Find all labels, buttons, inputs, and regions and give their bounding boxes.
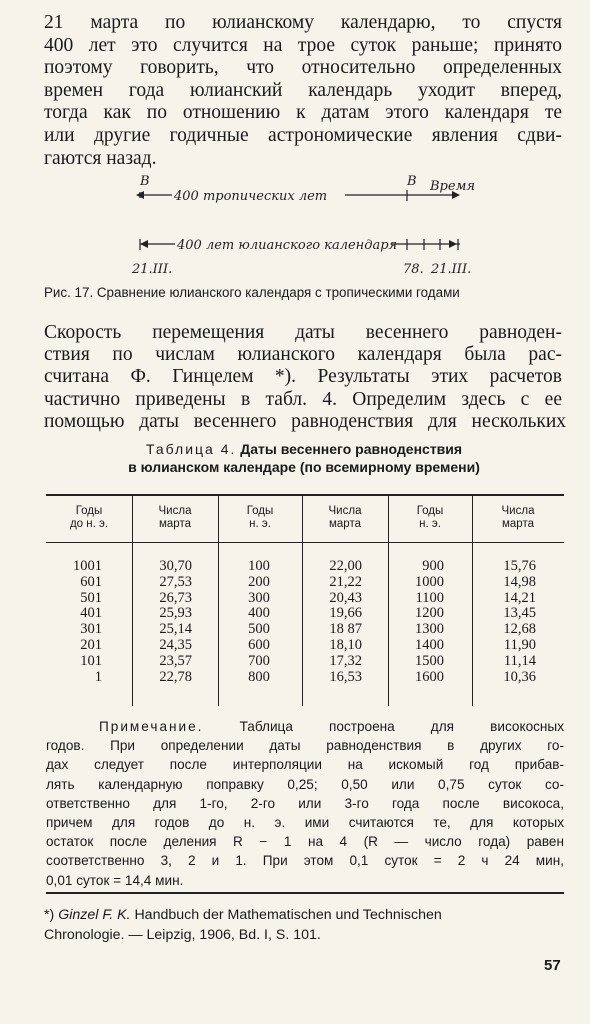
note-line: дах следует после интерполяции на искомый год прибав- — [46, 757, 564, 773]
footnote-marker: *) — [44, 907, 55, 923]
table-title: Даты весеннего равноденствия — [240, 441, 463, 457]
header-text: до н. э. — [69, 518, 109, 530]
table-cell: 900 — [422, 558, 444, 574]
table-cell: 17,32 — [329, 652, 362, 669]
table-cell: 1600 — [415, 668, 444, 685]
table-cell: 13,45 — [503, 605, 536, 622]
text-line: считана Ф. Гинцелем *). Результаты этих расчетов — [44, 366, 562, 388]
column-years-ad-2 — [398, 559, 444, 685]
table-cell: 11,90 — [503, 636, 536, 653]
note-line: лять календарную поправку 0,25; 0,50 или 0,75 суток со- — [46, 776, 564, 792]
text-line: 21 марта по юлианскому календарю, то спустя — [44, 12, 562, 33]
table-cell: 12,68 — [503, 621, 536, 638]
column-years-ad-1 — [232, 559, 286, 685]
table-cell: 15,76 — [503, 558, 536, 574]
table-cell: 300 — [248, 589, 270, 606]
column-march-1 — [146, 559, 192, 685]
table-cell: 601 — [80, 573, 102, 590]
text-line: ствия по числам юлианского календаря была рас- — [44, 344, 562, 366]
table-cell: 1300 — [415, 621, 444, 638]
header-text: н. э. — [419, 518, 441, 530]
header-march-3 — [472, 505, 564, 531]
text-line: гаются назад. — [44, 147, 157, 169]
note-line — [46, 717, 564, 736]
table-cell: 26,73 — [159, 589, 192, 606]
header-text: Числа — [158, 505, 192, 517]
note-line: причем для годов до н. э. ими считаются те, для которых — [46, 815, 564, 831]
note-line: ответственно для 1-го, 2-го или 3-го года после високоса, — [46, 795, 564, 811]
label-v-left: В — [140, 174, 150, 189]
table-cell: 11,14 — [503, 652, 536, 669]
label-v-right: В — [407, 174, 417, 189]
text-line: поэтому говорить, что относительно определенных — [44, 57, 562, 79]
text-line: Скорость перемещения даты весеннего равноден- — [44, 322, 562, 343]
note-line: соответственно 3, 2 и 1. При этом 0,1 суток = 2 ч 24 мин, — [46, 853, 564, 869]
table-cell: 1500 — [415, 652, 444, 669]
header-march-1 — [132, 505, 218, 531]
table-cell: 25,14 — [159, 621, 192, 638]
header-years-ad-2 — [388, 505, 472, 531]
header-text: Числа — [328, 505, 362, 517]
header-text: н. э. — [249, 518, 271, 530]
table-cell: 22,78 — [159, 668, 192, 685]
column-march-3 — [488, 559, 536, 685]
table-caption-line-2 — [44, 458, 564, 476]
table-subtitle: в юлианском календаре (по всемирному времени) — [128, 459, 480, 475]
table-cell: 27,53 — [159, 573, 192, 590]
figure-17-diagram — [0, 170, 590, 280]
table-cell: 200 — [248, 573, 270, 590]
header-text: марта — [159, 518, 191, 530]
table-caption — [44, 440, 564, 476]
text-line: тогда как по отношению к датам этого календаря те — [44, 102, 562, 124]
text-line: времен года юлианский календарь уходит вперед, — [44, 79, 562, 101]
text-line: помощью даты весеннего равноденствия для нескольких — [44, 410, 566, 432]
header-text: Годы — [246, 505, 274, 517]
text-line: или другие годичные астрономические явления сдви- — [44, 124, 562, 146]
table-cell: 1001 — [73, 558, 102, 574]
note-line: 0,01 суток = 14,4 мин. — [46, 872, 184, 888]
table-cell: 1000 — [415, 573, 444, 590]
column-march-2 — [316, 559, 362, 685]
table-cell: 16,53 — [329, 668, 362, 685]
label-tropical: 400 тропических лет — [174, 189, 328, 204]
label-time: Время — [430, 179, 475, 194]
table-cell: 19,66 — [329, 605, 362, 622]
table-cell: 700 — [248, 652, 270, 669]
table-cell: 21,22 — [329, 573, 362, 590]
note-line: годов. При определении даты равноденствия в других го- — [46, 738, 564, 754]
footnote-author: Ginzel F. K. — [58, 907, 131, 923]
table-cell: 20,43 — [329, 589, 362, 606]
paragraph-2 — [44, 322, 566, 433]
table-cell: 1100 — [415, 589, 444, 606]
table-cell: 24,35 — [159, 636, 192, 653]
header-march-2 — [302, 505, 388, 531]
table-cell: 1200 — [415, 605, 444, 622]
figure-caption: Рис. 17. Сравнение юлианского календаря с тропическими годами — [44, 285, 460, 300]
table-cell: 25,93 — [159, 605, 192, 622]
column-years-bc — [60, 559, 102, 685]
table-number: Таблица 4. — [145, 441, 237, 457]
footnote-title: Handbuch der Mathematischen und Technischen — [134, 907, 442, 923]
table-cell: 14,98 — [503, 573, 536, 590]
table-cell: 1 — [94, 668, 102, 685]
footnote-line: Chronologie. — Leipzig, 1906, Bd. I, S. 101. — [44, 926, 321, 943]
label-date-right: 21.III. — [431, 262, 472, 277]
paragraph-1 — [44, 12, 562, 170]
header-years-ad-1 — [218, 505, 302, 531]
label-date-left: 21.III. — [132, 262, 173, 277]
table-cell: 301 — [80, 621, 102, 638]
table-cell: 501 — [80, 589, 102, 606]
table-cell: 18,10 — [329, 636, 362, 653]
table-cell: 14,21 — [503, 589, 536, 606]
header-text: Числа — [501, 505, 535, 517]
table-cell: 600 — [248, 636, 270, 653]
table-cell: 800 — [248, 668, 270, 685]
table-cell: 10,36 — [503, 668, 536, 685]
note-title: Примечание. — [99, 719, 204, 734]
equinox-table — [46, 494, 564, 894]
table-note — [46, 717, 564, 890]
header-text: марта — [329, 518, 361, 530]
table-cell: 401 — [80, 605, 102, 622]
table-cell: 22,00 — [329, 558, 362, 574]
footnote-line — [44, 906, 566, 926]
table-cell: 400 — [248, 605, 270, 622]
footnote — [44, 906, 566, 945]
table-cell: 30,70 — [159, 558, 192, 574]
table-cell: 1400 — [415, 636, 444, 653]
table-cell: 101 — [80, 652, 102, 669]
header-text: марта — [502, 518, 534, 530]
note-text: Таблица построена для високосных — [239, 719, 565, 734]
arrow-left-icon — [140, 240, 148, 248]
table-cell: 100 — [248, 558, 270, 574]
page-number: 57 — [544, 957, 561, 974]
table-cell: 23,57 — [159, 652, 192, 669]
header-text: Годы — [75, 505, 103, 517]
table-cell: 500 — [248, 621, 270, 638]
table-cell: 201 — [80, 636, 102, 653]
header-years-bc — [46, 505, 132, 531]
text-line: 400 лет это случится на трое суток раньше; принято — [44, 34, 562, 56]
arrow-right-icon — [449, 240, 457, 248]
header-text: Годы — [416, 505, 444, 517]
label-date-mid: 78. — [403, 262, 424, 277]
text-line: частично приведены в табл. 4. Определим здесь с ее — [44, 388, 562, 410]
table-caption-line-1 — [44, 440, 564, 458]
note-line: остаток после деления R − 1 на 4 (R — число года) равен — [46, 834, 564, 850]
table-cell: 18 87 — [329, 621, 362, 638]
label-julian: 400 лет юлианского календаря — [177, 238, 398, 253]
